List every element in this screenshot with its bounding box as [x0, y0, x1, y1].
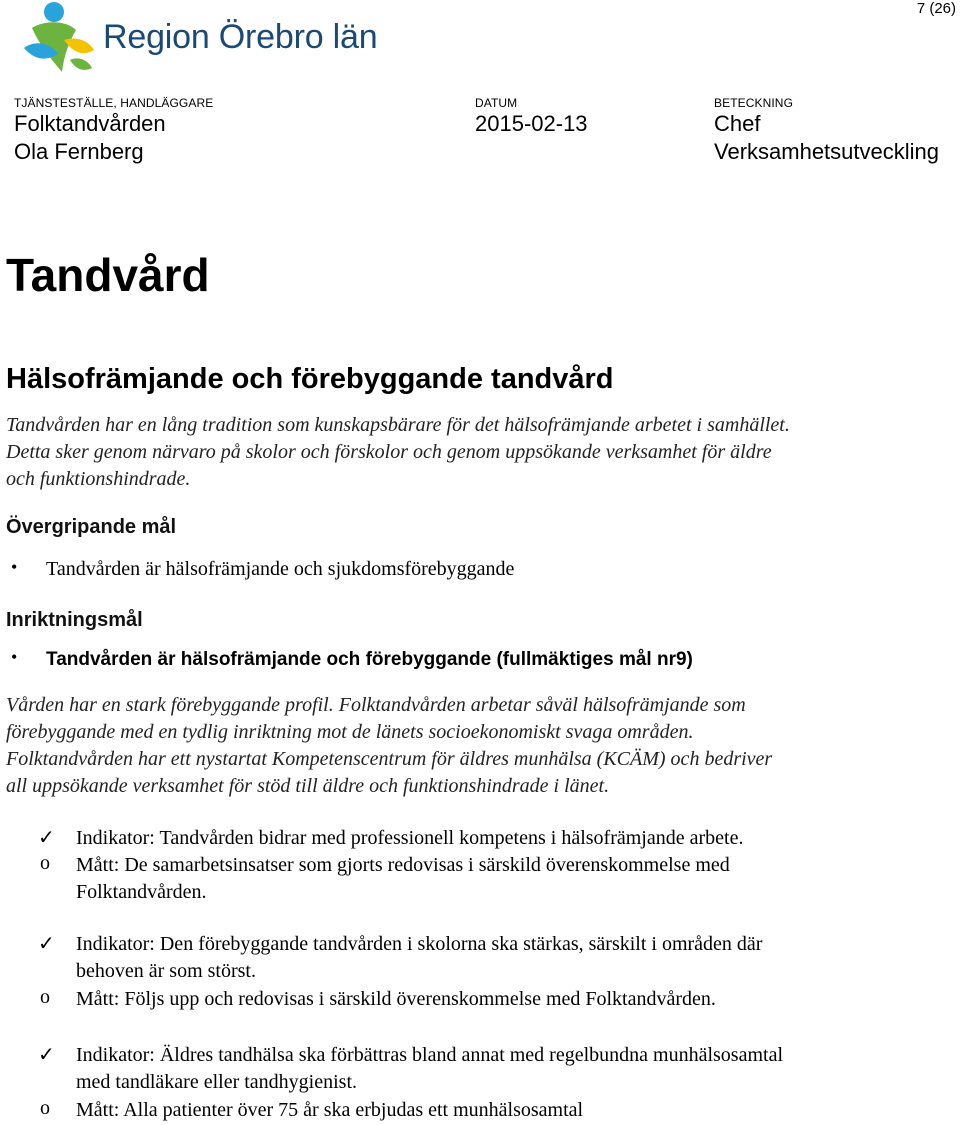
handler-label: TJÄNSTESTÄLLE, HANDLÄGGARE — [14, 96, 214, 110]
circle-bullet-icon: o — [40, 1097, 50, 1119]
indicator-3 — [76, 1042, 783, 1096]
intro-line: och funktionshindrade. — [6, 468, 191, 490]
intro-line: Detta sker genom närvaro på skolor och förskolor och genom uppsökande verksamhet för äldre — [6, 441, 772, 463]
measure-line: Mått: Alla patienter över 75 år ska erbjudas ett munhälsosamtal — [76, 1099, 584, 1121]
page-number: 7 (26) — [916, 0, 956, 17]
handler-org: Folktandvården — [14, 111, 166, 136]
profile-line: Folktandvården har ett nystartat Kompetenscentrum för äldres munhälsa (KCÄM) och bedriver — [6, 748, 773, 770]
date-value: 2015-02-13 — [475, 111, 588, 136]
designation-line1: Chef — [714, 111, 761, 136]
bullet-icon: • — [11, 647, 18, 667]
direction-goal-item: Tandvården är hälsofrämjande och förebyggande (fullmäktiges mål nr9) — [46, 649, 693, 670]
indicator-line: Indikator: Den förebyggande tandvården i skolorna ska stärkas, särskilt i områden där — [76, 933, 763, 955]
overall-goal-heading: Övergripande mål — [6, 516, 177, 538]
checkmark-icon: ✓ — [38, 827, 55, 849]
direction-goal-heading: Inriktningsmål — [6, 609, 143, 631]
logo-mark-icon — [14, 0, 104, 80]
date-label: DATUM — [475, 96, 518, 110]
designation-line2: Verksamhetsutveckling — [714, 139, 939, 164]
section-heading: Hälsofrämjande och förebyggande tandvård — [6, 363, 614, 395]
circle-bullet-icon: o — [40, 852, 50, 874]
measure-2 — [76, 986, 716, 1013]
indicator-line: med tandläkare eller tandhygienist. — [76, 1071, 358, 1093]
circle-bullet-icon: o — [40, 986, 50, 1008]
measure-line: Mått: De samarbetsinsatser som gjorts redovisas i särskild överenskommelse med — [76, 854, 730, 876]
designation-label: BETECKNING — [714, 96, 794, 110]
bullet-icon: • — [11, 557, 18, 577]
page-title: Tandvård — [6, 249, 210, 301]
indicator-2 — [76, 931, 762, 985]
profile-line: Vården har en stark förebyggande profil. Folktandvården arbetar såväl hälsofrämjande som — [6, 694, 746, 716]
measure-3 — [76, 1097, 583, 1124]
indicator-line: behoven är som störst. — [76, 960, 256, 982]
intro-line: Tandvården har en lång tradition som kunskapsbärare för det hälsofrämjande arbetet i samhället. — [6, 414, 790, 436]
indicator-1 — [76, 825, 743, 852]
checkmark-icon: ✓ — [38, 1044, 55, 1066]
measure-line: Mått: Följs upp och redovisas i särskild överenskommelse med Folktandvården. — [76, 988, 716, 1010]
checkmark-icon: ✓ — [38, 933, 55, 955]
profile-line: all uppsökande verksamhet för stöd till äldre och funktionshindrade i länet. — [6, 775, 610, 797]
profile-line: förebyggande med en tydlig inriktning mot de länets socioekonomiskt svaga områden. — [6, 721, 694, 743]
handler-name: Ola Fernberg — [14, 139, 144, 164]
measure-line: Folktandvården. — [76, 881, 207, 903]
indicator-line: Indikator: Tandvården bidrar med professionell kompetens i hälsofrämjande arbete. — [76, 827, 744, 849]
profile-paragraph — [6, 692, 956, 800]
overall-goal-item: Tandvården är hälsofrämjande och sjukdomsförebyggande — [46, 558, 515, 580]
measure-1 — [76, 852, 730, 906]
intro-paragraph — [6, 412, 956, 493]
org-name: Region Örebro län — [103, 18, 378, 56]
indicator-line: Indikator: Äldres tandhälsa ska förbättras bland annat med regelbundna munhälsosamtal — [76, 1044, 784, 1066]
